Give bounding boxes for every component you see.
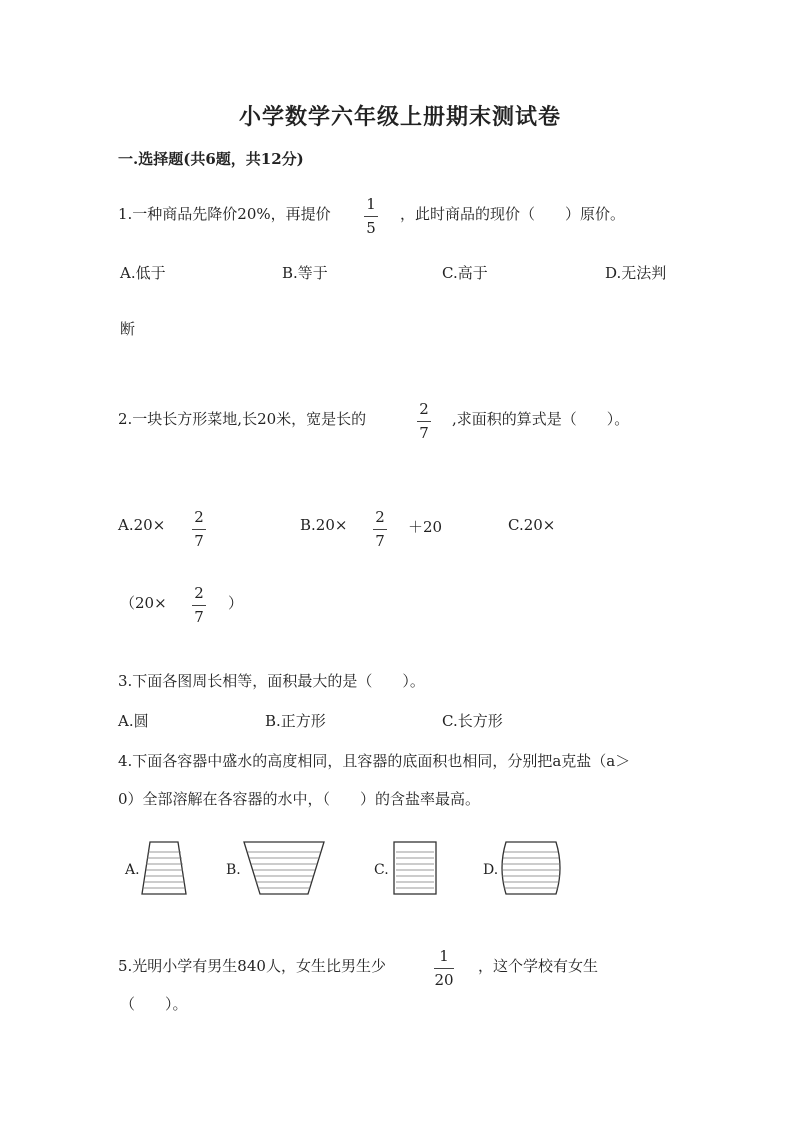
fraction-bar xyxy=(192,605,206,606)
figure-b-label: B. xyxy=(226,862,241,878)
fraction-bar xyxy=(434,968,454,969)
container-d-icon xyxy=(496,838,566,898)
fraction-bar xyxy=(373,529,387,530)
question-1-option-d: D.无法判 xyxy=(605,264,667,282)
question-3-option-b: B.正方形 xyxy=(265,712,326,730)
fraction-1-5 xyxy=(364,196,378,237)
fraction-numerator: 2 xyxy=(194,584,204,602)
question-2-option-b: B.20× xyxy=(300,516,348,534)
question-2-option-c: C.20× xyxy=(508,516,556,534)
question-5-answer-blank: （ ）。 xyxy=(120,995,188,1013)
figure-a-label: A. xyxy=(125,862,140,878)
fraction-numerator: 2 xyxy=(375,508,385,526)
fraction-bar xyxy=(417,421,431,422)
question-1-option-c: C.高于 xyxy=(442,264,488,282)
question-2-option-c-close: ） xyxy=(228,594,244,612)
question-2-option-a: A.20× xyxy=(118,516,166,534)
question-3-option-a: A.圆 xyxy=(118,712,149,730)
fraction-denominator: 7 xyxy=(194,608,204,626)
fraction-numerator: 2 xyxy=(419,400,429,418)
fraction-numerator: 1 xyxy=(439,947,449,965)
container-b-icon xyxy=(240,838,330,898)
question-1-stem-tail: ，此时商品的现价（ ）原价。 xyxy=(400,205,626,223)
fraction-2-7 xyxy=(417,401,431,442)
figure-d-label: D. xyxy=(483,862,499,878)
question-1-option-a: A.低于 xyxy=(120,264,166,282)
question-4-stem-line1: 4.下面各容器中盛水的高度相同，且容器的底面积也相同，分别把a克盐（a＞ xyxy=(118,752,631,770)
question-4-stem-line2: 0）全部溶解在各容器的水中，（ ）的含盐率最高。 xyxy=(118,790,481,808)
fraction-denominator: 20 xyxy=(434,971,454,989)
question-2-option-c-cont: （20× xyxy=(120,594,167,612)
fraction-denominator: 7 xyxy=(194,532,204,550)
question-2-option-b-tail: ＋20 xyxy=(408,518,443,536)
question-3-stem: 3.下面各图周长相等，面积最大的是（ ）。 xyxy=(118,672,425,690)
fraction-1-20 xyxy=(434,948,454,989)
fraction-bar xyxy=(364,216,378,217)
question-5-stem: 5.光明小学有男生840人，女生比男生少 xyxy=(118,957,386,975)
fraction-2-7 xyxy=(192,509,206,550)
fraction-denominator: 7 xyxy=(375,532,385,550)
fraction-numerator: 1 xyxy=(366,195,376,213)
question-5-stem-tail: ，这个学校有女生 xyxy=(478,957,599,975)
page-title: 小学数学六年级上册期末测试卷 xyxy=(238,104,561,130)
fraction-numerator: 2 xyxy=(194,508,204,526)
question-3-option-c: C.长方形 xyxy=(442,712,503,730)
question-2-stem: 2.一块长方形菜地,长20米，宽是长的 xyxy=(118,410,367,428)
question-1-option-b: B.等于 xyxy=(282,264,328,282)
question-1-option-d-cont: 断 xyxy=(120,320,136,338)
fraction-bar xyxy=(192,529,206,530)
fraction-denominator: 5 xyxy=(366,219,376,237)
fraction-2-7 xyxy=(192,585,206,626)
question-2-stem-tail: ,求面积的算式是（ ）。 xyxy=(452,410,630,428)
container-c-icon xyxy=(390,838,440,898)
fraction-denominator: 7 xyxy=(419,424,429,442)
figure-c-label: C. xyxy=(374,862,389,878)
fraction-2-7 xyxy=(373,509,387,550)
question-1-stem: 1.一种商品先降价20%，再提价 xyxy=(118,205,331,223)
section-heading: 一.选择题(共6题，共12分) xyxy=(118,150,304,168)
container-a-icon xyxy=(138,838,194,898)
